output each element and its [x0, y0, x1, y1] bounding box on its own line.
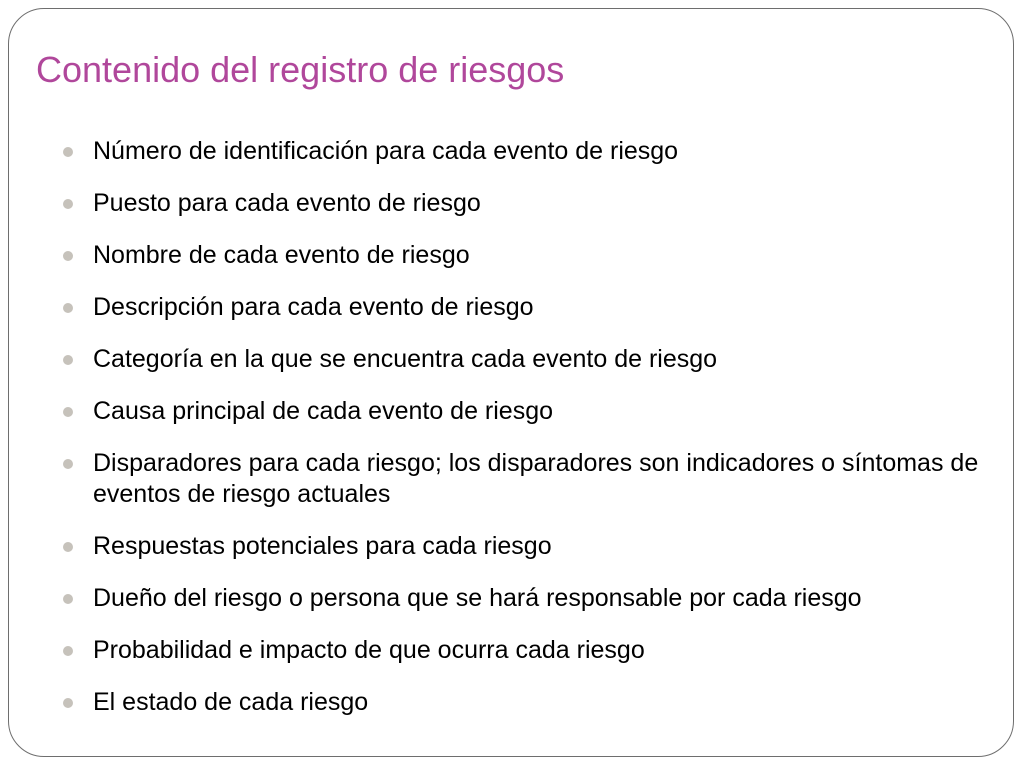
bullet-dot-icon — [63, 251, 73, 261]
bullet-item — [62, 188, 982, 219]
bullet-item — [62, 240, 982, 271]
bullet-dot-icon — [63, 594, 73, 604]
bullet-list — [62, 136, 982, 718]
bullet-dot-icon — [63, 698, 73, 708]
bullet-item — [62, 531, 982, 562]
bullet-dot-icon — [63, 147, 73, 157]
bullet-text: Descripción para cada evento de riesgo — [93, 293, 534, 321]
bullet-item — [62, 344, 982, 375]
bullet-dot-icon — [63, 355, 73, 365]
bullet-dot-icon — [63, 646, 73, 656]
bullet-text: Disparadores para cada riesgo; los disparadores son indicadores o síntomas de eventos de riesgo actuales — [93, 449, 979, 508]
bullet-text: Causa principal de cada evento de riesgo — [93, 397, 554, 425]
bullet-dot-icon — [63, 459, 73, 469]
bullet-dot-icon — [63, 542, 73, 552]
bullet-item — [62, 583, 982, 614]
bullet-item — [62, 448, 982, 510]
bullet-item — [62, 687, 982, 718]
bullet-item — [62, 136, 982, 167]
bullet-item — [62, 292, 982, 323]
bullet-dot-icon — [63, 407, 73, 417]
bullet-text: Número de identificación para cada evento de riesgo — [93, 137, 679, 165]
bullet-text: Respuestas potenciales para cada riesgo — [93, 532, 552, 560]
bullet-text: Nombre de cada evento de riesgo — [93, 241, 470, 269]
bullet-text: Puesto para cada evento de riesgo — [93, 189, 481, 217]
slide-title: Contenido del registro de riesgos — [36, 49, 565, 90]
bullet-text: El estado de cada riesgo — [93, 688, 369, 716]
bullet-item — [62, 396, 982, 427]
bullet-item — [62, 635, 982, 666]
bullet-dot-icon — [63, 303, 73, 313]
bullet-text: Categoría en la que se encuentra cada evento de riesgo — [93, 345, 718, 373]
bullet-dot-icon — [63, 199, 73, 209]
bullet-text: Probabilidad e impacto de que ocurra cada riesgo — [93, 636, 645, 664]
bullet-text: Dueño del riesgo o persona que se hará responsable por cada riesgo — [93, 584, 862, 612]
